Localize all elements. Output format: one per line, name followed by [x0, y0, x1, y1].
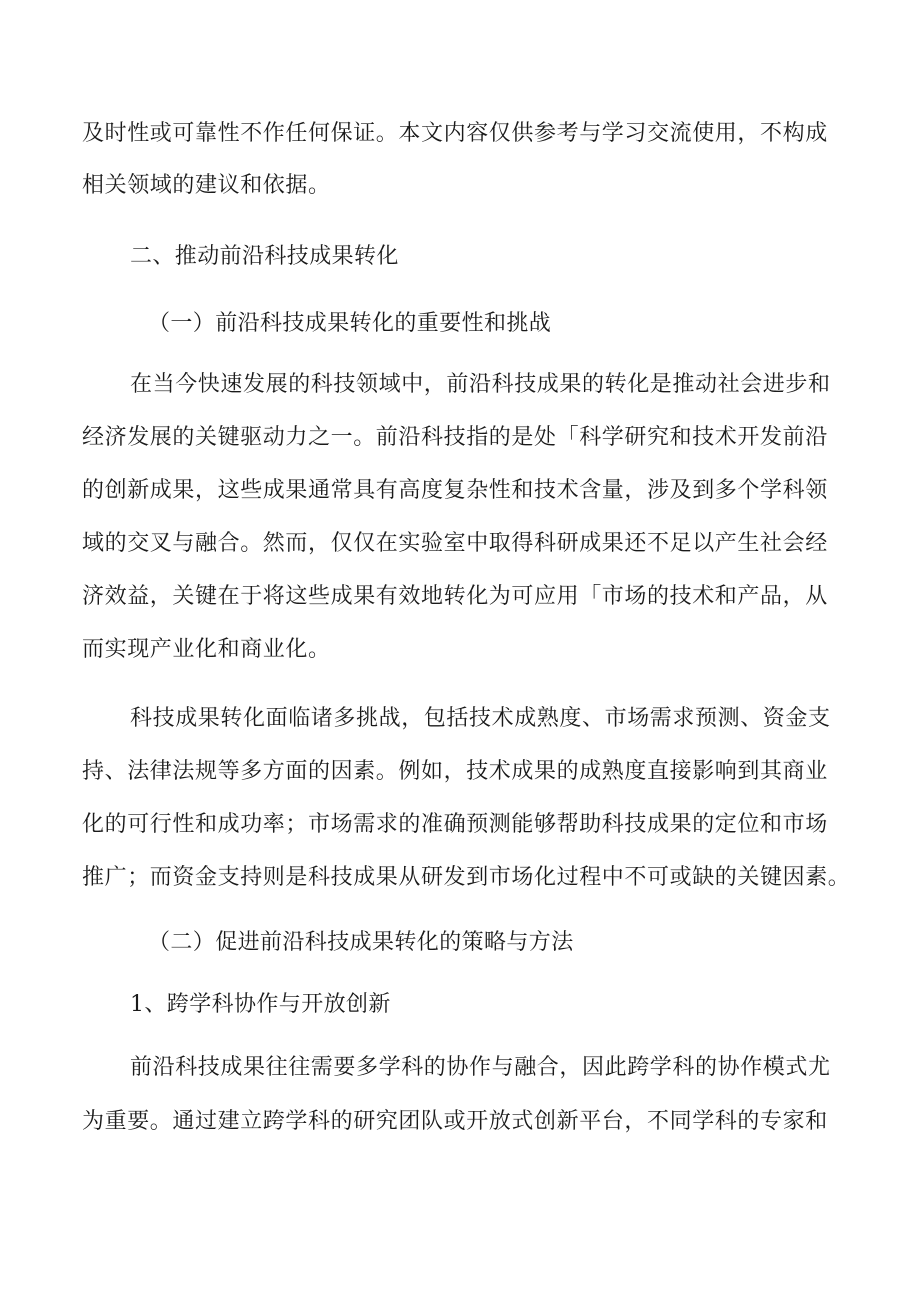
paragraph-2-line-1: 科技成果转化面临诸多挑战，包括技术成熟度、市场需求预测、资金支 [130, 706, 831, 731]
paragraph-1-line-5: 济效益，关键在于将这些成果有效地转化为可应用「市场的技术和产品，从 [82, 584, 828, 609]
section-heading: 二、推动前沿科技成果转化 [130, 244, 399, 269]
paragraph-1-line-6: 而实现产业化和商业化。 [82, 637, 331, 662]
paragraph-2-line-3: 化的可行性和成功率；市场需求的准确预测能够帮助科技成果的定位和市场 [82, 812, 828, 837]
paragraph-2-line-2: 持、法律法规等多方面的因素。例如，技术成果的成熟度直接影响到其商业 [82, 759, 828, 784]
paragraph-1-line-1: 在当今快速发展的科技领域中，前沿科技成果的转化是推动社会进步和 [130, 372, 831, 397]
subsection-2-heading: （二）促进前沿科技成果转化的策略与方法 [148, 930, 574, 955]
item-1-line-1: 前沿科技成果往往需要多学科的协作与融合，因此跨学科的协作模式尤 [130, 1055, 831, 1080]
paragraph-1-line-3: 的创新成果，这些成果通常具有高度复杂性和技术含量，涉及到多个学科领 [82, 478, 828, 503]
paragraph-1-line-2: 经济发展的关键驱动力之一。前沿科技指的是处「科学研究和技术开发前沿 [82, 425, 828, 450]
item-1-line-2: 为重要。通过建立跨学科的研究团队或开放式创新平台，不同学科的专家和 [82, 1109, 828, 1134]
paragraph-1-line-4: 域的交叉与融合。然而，仅仅在实验室中取得科研成果还不足以产生社会经 [82, 531, 828, 556]
intro-line-2: 相关领域的建议和依据。 [82, 173, 331, 198]
item-1-heading: 1、跨学科协作与开放创新 [130, 992, 391, 1017]
paragraph-2-line-4: 推广；而资金支持则是科技成果从研发到市场化过程中不可或缺的关键因素。 [82, 865, 851, 890]
subsection-1-heading: （一）前沿科技成果转化的重要性和挑战 [148, 311, 552, 336]
intro-line-1: 及时性或可靠性不作任何保证。本文内容仅供参考与学习交流使用，不构成 [82, 121, 828, 146]
